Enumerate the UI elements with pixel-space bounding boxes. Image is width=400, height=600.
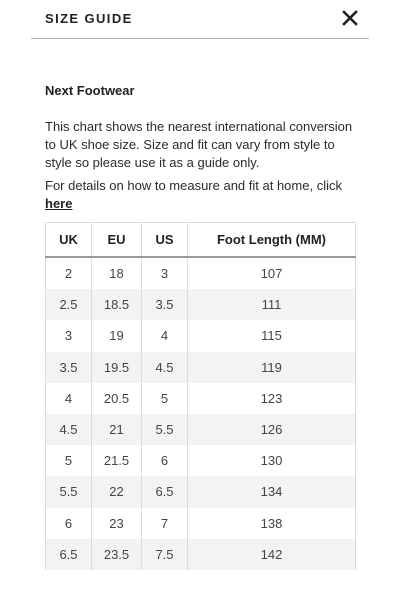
cell-us: 7.5 xyxy=(142,539,188,570)
intro-text: This chart shows the nearest international conversion to UK shoe size. Size and fit can vary from style to style so please use it as a guide only. xyxy=(45,119,353,170)
cell-us: 3 xyxy=(142,257,188,289)
table-row xyxy=(46,539,356,570)
cell-us: 5 xyxy=(142,383,188,414)
size-table xyxy=(45,222,356,570)
close-button[interactable] xyxy=(341,9,359,27)
cell-uk: 2.5 xyxy=(46,289,92,320)
cell-eu: 22 xyxy=(92,476,142,507)
table-body xyxy=(46,257,356,570)
table-row xyxy=(46,352,356,383)
cell-us: 5.5 xyxy=(142,414,188,445)
size-guide-header xyxy=(31,0,369,39)
cell-eu: 23.5 xyxy=(92,539,142,570)
column-header-uk: UK xyxy=(46,223,92,258)
cell-uk: 6.5 xyxy=(46,539,92,570)
cell-foot-length: 111 xyxy=(188,289,356,320)
cell-foot-length: 119 xyxy=(188,352,356,383)
cell-eu: 23 xyxy=(92,508,142,539)
table-header-row xyxy=(46,223,356,258)
cell-foot-length: 134 xyxy=(188,476,356,507)
table-row xyxy=(46,476,356,507)
cell-uk: 4 xyxy=(46,383,92,414)
cell-eu: 18 xyxy=(92,257,142,289)
cell-foot-length: 138 xyxy=(188,508,356,539)
cell-foot-length: 142 xyxy=(188,539,356,570)
cell-eu: 20.5 xyxy=(92,383,142,414)
cell-uk: 3.5 xyxy=(46,352,92,383)
cell-us: 7 xyxy=(142,508,188,539)
section-title: Next Footwear xyxy=(45,83,135,98)
cell-eu: 19 xyxy=(92,320,142,351)
cell-foot-length: 126 xyxy=(188,414,356,445)
cell-uk: 5.5 xyxy=(46,476,92,507)
column-header-eu: EU xyxy=(92,223,142,258)
table-row xyxy=(46,414,356,445)
size-guide-content xyxy=(45,83,360,213)
cell-eu: 21 xyxy=(92,414,142,445)
column-header-us: US xyxy=(142,223,188,258)
cell-uk: 3 xyxy=(46,320,92,351)
measure-guide-link[interactable]: here xyxy=(45,196,73,211)
table-row xyxy=(46,289,356,320)
cell-us: 6.5 xyxy=(142,476,188,507)
cell-uk: 5 xyxy=(46,445,92,476)
cell-foot-length: 107 xyxy=(188,257,356,289)
table-row xyxy=(46,445,356,476)
cell-us: 4.5 xyxy=(142,352,188,383)
cell-uk: 4.5 xyxy=(46,414,92,445)
cell-us: 4 xyxy=(142,320,188,351)
table-row xyxy=(46,257,356,289)
cell-eu: 21.5 xyxy=(92,445,142,476)
measure-text-prefix: For details on how to measure and fit at home, click xyxy=(45,178,342,193)
cell-foot-length: 123 xyxy=(188,383,356,414)
table-row xyxy=(46,383,356,414)
measure-text xyxy=(45,177,360,213)
cell-foot-length: 115 xyxy=(188,320,356,351)
table-row xyxy=(46,320,356,351)
page-title: SIZE GUIDE xyxy=(45,11,133,26)
cell-uk: 6 xyxy=(46,508,92,539)
cell-us: 3.5 xyxy=(142,289,188,320)
cell-eu: 18.5 xyxy=(92,289,142,320)
cell-us: 6 xyxy=(142,445,188,476)
close-icon xyxy=(341,9,359,27)
table-row xyxy=(46,508,356,539)
cell-eu: 19.5 xyxy=(92,352,142,383)
column-header-foot-length: Foot Length (MM) xyxy=(188,223,356,258)
cell-uk: 2 xyxy=(46,257,92,289)
cell-foot-length: 130 xyxy=(188,445,356,476)
